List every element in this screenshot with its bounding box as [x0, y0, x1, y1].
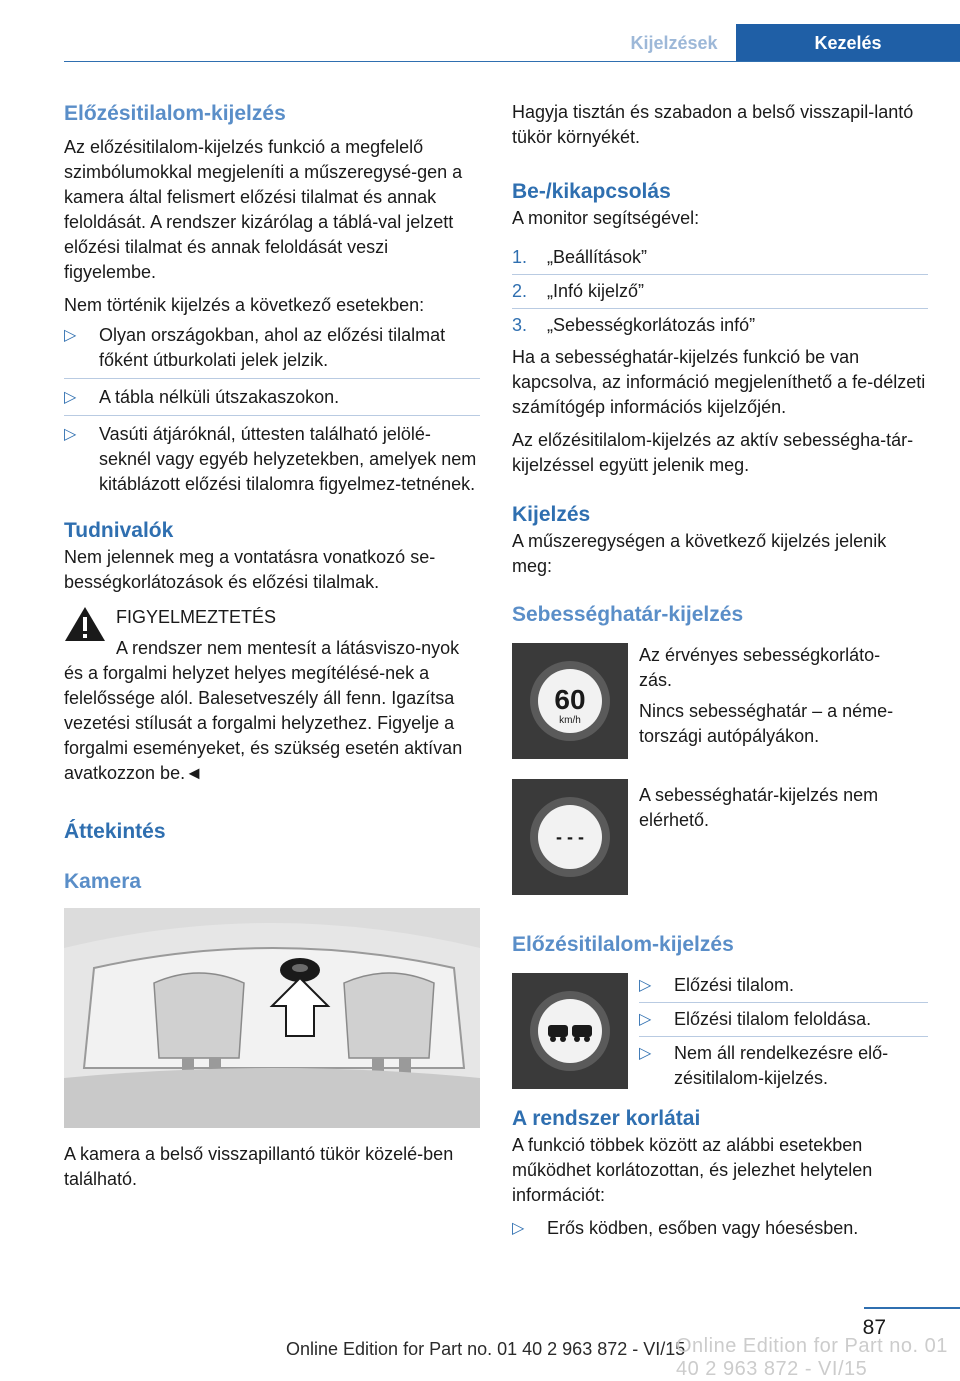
list-item [512, 1216, 928, 1241]
triangle-bullet-icon: ▷ [639, 977, 652, 994]
heading-kamera: Kamera [64, 870, 142, 893]
camera-location-image [64, 908, 480, 1128]
watermark: Online Edition for Part no. 01 40 2 963 872 - VI/15 [676, 1335, 948, 1380]
list-item [639, 1007, 928, 1037]
heading-elozesitilalom-kijelzes: Előzésitilalom-kijelzés [512, 933, 734, 956]
speed-value: 60 [554, 684, 586, 715]
step-number: 3. [512, 315, 528, 335]
speed-limit-sign-icon [512, 643, 628, 759]
edition-text: Online Edition for Part no. 01 40 2 963 872 - VI/15 [286, 1339, 686, 1359]
step-number: 1. [512, 247, 528, 267]
paragraph-monitor: A monitor segítségével: [512, 208, 700, 228]
list-item-text: Erős ködben, esőben vagy hóesésben. [547, 1218, 859, 1238]
no-speed-sign-text [639, 779, 928, 833]
paragraph-nem-tortenik: Nem történik kijelzés a következő esetekben: [64, 295, 425, 315]
header-rule [64, 61, 960, 62]
unavailable-dashes: - - - [556, 827, 584, 847]
paragraph-intro: Az előzésitilalom-kijelzés funkció a megfelelő szimbólumokkal megjeleníti a műszeregysé-gen a kamera által felismert előzési tilalmat és annak feloldását. A rendszer kizárólag a táblá-val jelzett előzési tilalmat és annak feloldását veszi figyelembe. [64, 137, 463, 282]
step-item [512, 279, 928, 309]
warning-triangle-icon [64, 606, 106, 642]
list-item [64, 323, 480, 379]
step-item [512, 245, 928, 275]
list-item [64, 422, 480, 497]
list-item-text: Előzési tilalom feloldása. [674, 1009, 872, 1029]
step-text: „Beállítások” [547, 247, 648, 267]
no-overtaking-sign-icon [512, 973, 628, 1089]
list-item [64, 385, 480, 416]
triangle-bullet-icon: ▷ [639, 1045, 652, 1062]
triangle-bullet-icon: ▷ [64, 426, 77, 443]
heading-tudnivalok: Tudnivalók [64, 519, 174, 542]
triangle-bullet-icon: ▷ [512, 1220, 525, 1237]
paragraph-ha: Ha a sebességhatár-kijelzés funkció be van kapcsolva, az információ megjeleníthető a fe-délzeti számítógép információs kijelzőjén. [512, 347, 926, 417]
list-item-text: Vasúti átjáróknál, úttesten található jelölé-seknél vagy egyéb helyzetekben, amelyek nem kitáblázott előzési tilalomra figyelmez-tetnének. [99, 424, 477, 494]
overtake-sign-list [639, 973, 928, 1091]
paragraph-funkcio: A funkció többek között az alábbi esetekben működhet korlátozottan, és jelezhet helytelen információt: [512, 1135, 873, 1205]
step-number: 2. [512, 281, 528, 301]
warning-text: A rendszer nem mentesít a látásviszo-nyok és a forgalmi helyzet helyes megítélésé-nek a felelőssége alól. Balesetveszély áll fenn. Igazítsa vezetési stílusát a forgalmi helyzethez. Figyelje a forgalmi eseményeket, és szükség esetén aktívan avatkozzon be.◄ [64, 638, 463, 783]
speed-sign-row [512, 643, 928, 765]
speed-unavailable-sign-icon [512, 779, 628, 895]
overtake-sign-row [512, 973, 928, 1091]
speed-sign-text [639, 643, 928, 749]
step-item [512, 313, 928, 338]
tab-kezeles[interactable]: Kezelés [736, 24, 960, 62]
list-item [639, 1041, 928, 1091]
paragraph-tudnivalok: Nem jelennek meg a vontatásra vonatkozó se-bességkorlátozások és előzési tilalmak. [64, 547, 436, 592]
step-text: „Infó kijelző” [547, 281, 645, 301]
triangle-bullet-icon: ▷ [639, 1011, 652, 1028]
list-item [639, 973, 928, 1003]
list-item-text: Olyan országokban, ahol az előzési tilalmat főként útburkolati jelek jelzik. [99, 325, 446, 370]
speed-unit: km/h [559, 715, 581, 726]
speed-sign-line1a: Az érvényes sebességkorláto- [639, 645, 881, 665]
heading-korlatai: A rendszer korlátai [512, 1107, 701, 1130]
page-number: 87 [862, 1316, 886, 1339]
triangle-bullet-icon: ▷ [64, 389, 77, 406]
left-column [64, 100, 480, 1192]
heading-elozesitilalom: Előzésitilalom-kijelzés [64, 102, 286, 125]
list-item-text: A tábla nélküli útszakaszokon. [99, 387, 340, 407]
paragraph-az: Az előzésitilalom-kijelzés az aktív sebességha-tár-kijelzéssel együtt jelenik meg. [512, 430, 914, 475]
paragraph-hagyja: Hagyja tisztán és szabadon a belső visszapil-lantó tükör környékét. [512, 102, 914, 147]
list-item-text: Nem áll rendelkezésre elő-zésitilalom-kijelzés. [674, 1043, 889, 1088]
speed-sign-line1b: zás. [639, 670, 673, 690]
paragraph-muszer: A műszeregységen a következő kijelzés jelenik meg: [512, 531, 887, 576]
tab-kijelzesek[interactable]: Kijelzések [612, 24, 736, 62]
heading-kijelzes: Kijelzés [512, 503, 591, 526]
no-speed-sign-row [512, 779, 928, 913]
warning-title: FIGYELMEZTETÉS [116, 607, 277, 627]
image-caption: A kamera a belső visszapillantó tükör közelé-ben található. [64, 1144, 454, 1189]
warning-block [64, 604, 480, 630]
triangle-bullet-icon: ▷ [64, 327, 77, 344]
footer-rule [864, 1307, 960, 1309]
heading-sebessegatar: Sebességhatár-kijelzés [512, 603, 744, 626]
right-column [512, 100, 928, 1241]
step-text: „Sebességkorlátozás infó” [547, 315, 756, 335]
no-speed-sign-line: A sebességhatár-kijelzés nem elérhető. [639, 785, 879, 830]
heading-attekintes: Áttekintés [64, 820, 166, 843]
heading-bekikapcsolas: Be-/kikapcsolás [512, 180, 671, 203]
list-item-text: Előzési tilalom. [674, 975, 795, 995]
speed-sign-line2: Nincs sebességhatár – a néme-tországi autópályákon. [639, 701, 894, 746]
